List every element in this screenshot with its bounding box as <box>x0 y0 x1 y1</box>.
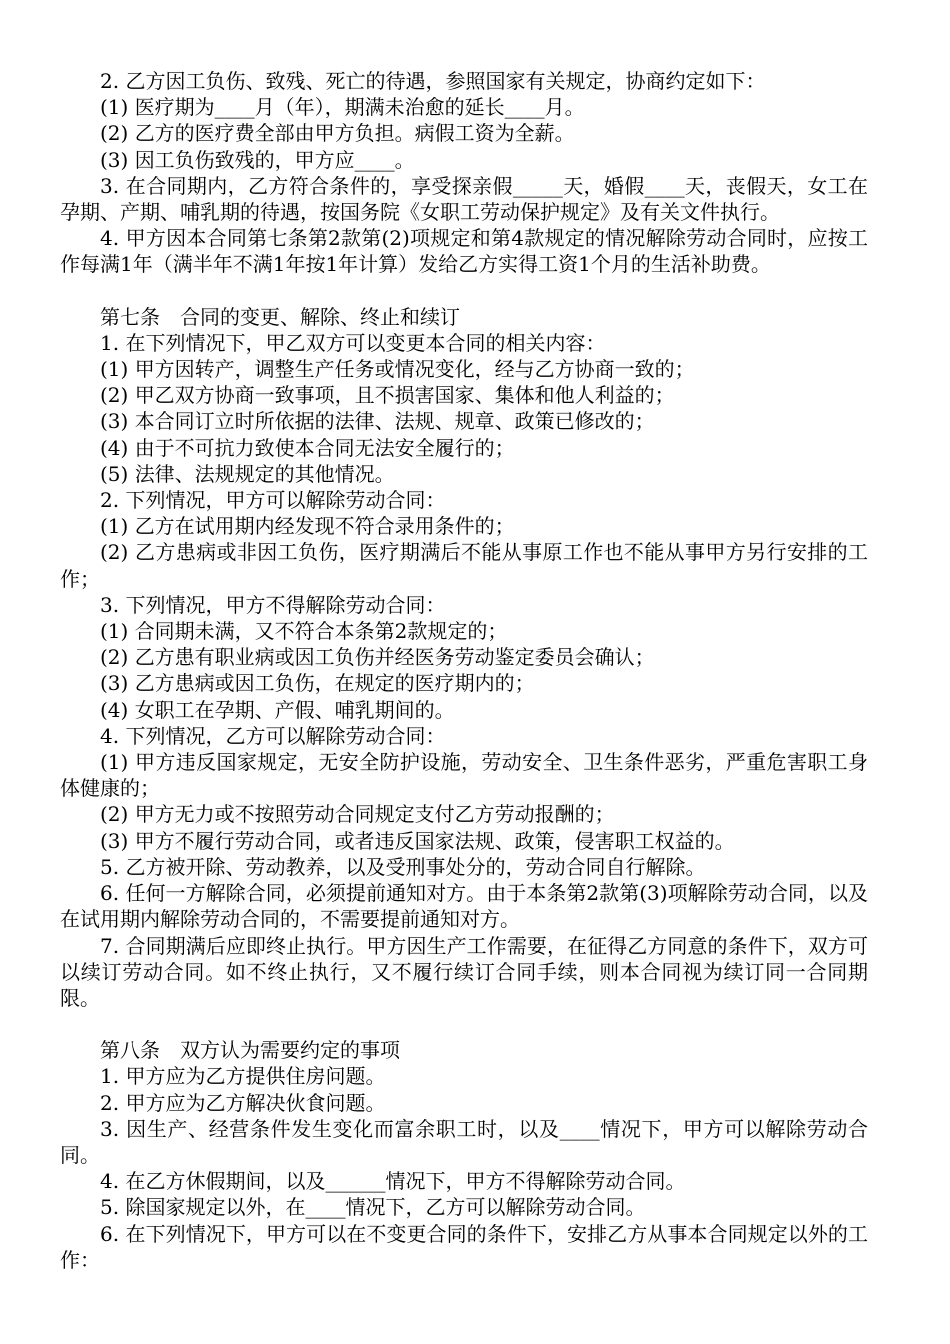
section-heading: 第七条 合同的变更、解除、终止和续订 <box>100 304 460 329</box>
paragraph: 5. 乙方被开除、劳动教养，以及受刑事处分的，劳动合同自行解除。 <box>100 854 706 879</box>
sub-item: (5) 法律、法规规定的其他情况。 <box>100 461 395 486</box>
paragraph: 2. 下列情况，甲方可以解除劳动合同： <box>100 488 446 513</box>
paragraph: 4. 甲方因本合同第七条第2款第(2)项规定和第4款规定的情况解除劳动合同时，应按工作每满1年（满半年不满1年按1年计算）发给乙方实得工资1个月的生活补助费。 <box>60 226 868 277</box>
paragraph: 5. 除国家规定以外，在____情况下，乙方可以解除劳动合同。 <box>100 1195 646 1220</box>
paragraph: 4. 下列情况，乙方可以解除劳动合同： <box>100 723 446 748</box>
sub-item: (1) 乙方在试用期内经发现不符合录用条件的； <box>100 514 515 539</box>
sub-item: (1) 甲方因转产，调整生产任务或情况变化，经与乙方协商一致的； <box>100 357 695 382</box>
paragraph: 1. 甲方应为乙方提供住房问题。 <box>100 1064 386 1089</box>
sub-item: (2) 甲乙双方协商一致事项，且不损害国家、集体和他人利益的； <box>100 383 675 408</box>
sub-item: (3) 本合同订立时所依据的法律、法规、规章、政策已修改的； <box>100 409 655 434</box>
sub-item: (3) 因工负伤致残的，甲方应____。 <box>100 147 415 172</box>
paragraph: 7. 合同期满后应即终止执行。甲方因生产工作需要，在征得乙方同意的条件下，双方可以续订劳动合同。如不终止执行，又不履行续订合同手续，则本合同视为续订同一合同期限。 <box>60 933 868 1010</box>
section-heading: 第八条 双方认为需要约定的事项 <box>100 1038 400 1063</box>
sub-item: (1) 甲方违反国家规定，无安全防护设施，劳动安全、卫生条件恶劣，严重危害职工身体健康的； <box>60 750 868 801</box>
sub-item: (3) 甲方不履行劳动合同，或者违反国家法规、政策，侵害职工权益的。 <box>100 828 735 853</box>
paragraph: 3. 因生产、经营条件发生变化而富余职工时，以及____情况下，甲方可以解除劳动合同。 <box>60 1116 868 1167</box>
sub-item: (1) 医疗期为____月（年），期满未治愈的延长____月。 <box>100 95 585 120</box>
paragraph: 3. 在合同期内，乙方符合条件的，享受探亲假_____天，婚假____天，丧假天，女工在孕期、产期、哺乳期的待遇，按国务院《女职工劳动保护规定》及有关文件执行。 <box>60 173 868 225</box>
paragraph: 6. 任何一方解除合同，必须提前通知对方。由于本条第2款第(3)项解除劳动合同，以及在试用期内解除劳动合同的，不需要提前通知对方。 <box>60 881 868 932</box>
sub-item: (2) 甲方无力或不按照劳动合同规定支付乙方劳动报酬的； <box>100 802 615 827</box>
sub-item: (4) 由于不可抗力致使本合同无法安全履行的； <box>100 435 515 460</box>
paragraph: 1. 在下列情况下，甲乙双方可以变更本合同的相关内容： <box>100 330 606 355</box>
spacer <box>60 1011 868 1037</box>
sub-item: (4) 女职工在孕期、产假、哺乳期间的。 <box>100 697 455 722</box>
spacer <box>60 278 868 304</box>
sub-item: (3) 乙方患病或因工负伤，在规定的医疗期内的； <box>100 671 535 696</box>
paragraph: 6. 在下列情况下，甲方可以在不变更合同的条件下，安排乙方从事本合同规定以外的工作： <box>60 1221 868 1272</box>
paragraph: 3. 下列情况，甲方不得解除劳动合同： <box>100 592 446 617</box>
paragraph: 4. 在乙方休假期间，以及______情况下，甲方不得解除劳动合同。 <box>100 1169 686 1194</box>
sub-item: (1) 合同期未满，又不符合本条第2款规定的； <box>100 619 508 644</box>
sub-item: (2) 乙方的医疗费全部由甲方负担。病假工资为全薪。 <box>100 121 575 146</box>
sub-item: (2) 乙方患有职业病或因工负伤并经医务劳动鉴定委员会确认； <box>100 645 655 670</box>
sub-item: (2) 乙方患病或非因工负伤，医疗期满后不能从事原工作也不能从事甲方另行安排的工作； <box>60 540 868 591</box>
paragraph: 2. 乙方因工负伤、致残、死亡的待遇，参照国家有关规定，协商约定如下： <box>100 69 766 93</box>
paragraph: 2. 甲方应为乙方解决伙食问题。 <box>100 1090 386 1115</box>
